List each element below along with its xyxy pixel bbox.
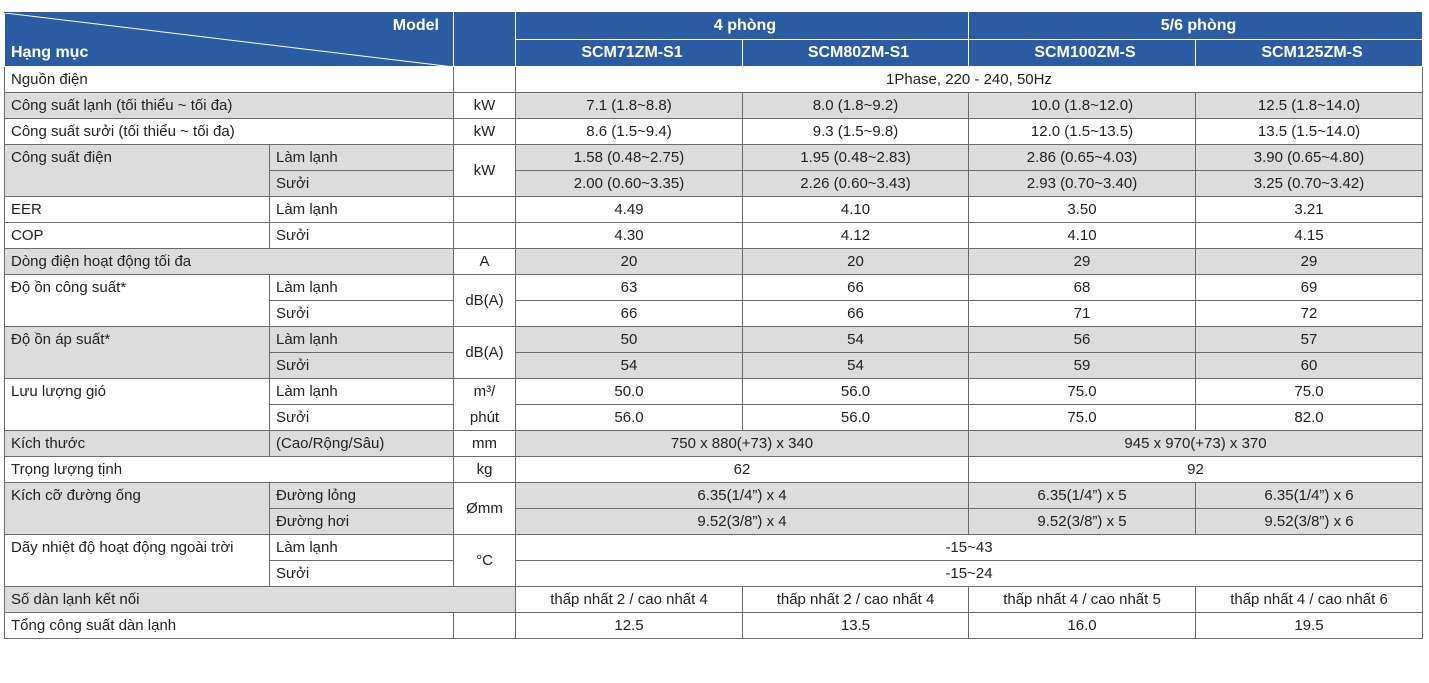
cell: thấp nhất 4 / cao nhất 5 [969,587,1196,613]
cell: 50 [516,327,743,353]
cell: 20 [516,249,743,275]
header-model-label: Model [392,17,439,34]
cell: 9.52(3/8”) x 5 [969,509,1196,535]
row-airflow-cooling [5,379,1423,405]
cell: 4.15 [1196,223,1423,249]
row-label: Công suất lạnh (tối thiểu ~ tối đa) [5,93,454,119]
cell: 1.95 (0.48~2.83) [743,145,969,171]
row-sub-label: Làm lạnh [270,275,454,301]
row-label: Độ ồn áp suất* [5,327,270,379]
row-unit: A [454,249,516,275]
cell: 9.52(3/8”) x 6 [1196,509,1423,535]
row-sub-label: Sưởi [270,561,454,587]
row-unit: kW [454,119,516,145]
row-cop [5,223,1423,249]
cell: 3.90 (0.65~4.80) [1196,145,1423,171]
row-label: Kích cỡ đường ống [5,483,270,535]
cell: 7.1 (1.8~8.8) [516,93,743,119]
cell: 3.50 [969,197,1196,223]
row-unit: dB(A) [454,275,516,327]
cell: 63 [516,275,743,301]
cell: 13.5 [743,613,969,639]
cell: 56.0 [516,405,743,431]
row-eer [5,197,1423,223]
header-model-2: SCM80ZM-S1 [743,40,969,67]
row-sub-label: Làm lạnh [270,535,454,561]
spec-table [4,12,1423,639]
header-category-label: Hạng mục [11,44,89,61]
cell: 4.49 [516,197,743,223]
row-sub-label: (Cao/Rộng/Sâu) [270,431,454,457]
cell: 4.10 [743,197,969,223]
cell: 82.0 [1196,405,1423,431]
row-unit: Ømm [454,483,516,535]
row-sub-label: Làm lạnh [270,379,454,405]
cell: 92 [969,457,1423,483]
row-dimensions [5,431,1423,457]
cell: thấp nhất 2 / cao nhất 4 [743,587,969,613]
cell: 12.0 (1.5~13.5) [969,119,1196,145]
row-sub-label: Đường hơi [270,509,454,535]
cell: 12.5 [516,613,743,639]
cell: 54 [743,327,969,353]
row-label: Dòng điện hoạt động tối đa [5,249,454,275]
row-label: Nguồn điện [5,67,454,93]
cell: 54 [743,353,969,379]
row-value: 1Phase, 220 - 240, 50Hz [516,67,1423,93]
cell: 29 [1196,249,1423,275]
cell: 75.0 [969,379,1196,405]
row-power-source [5,67,1423,93]
cell: 56.0 [743,379,969,405]
row-pipe-liquid [5,483,1423,509]
row-temp-range-cooling [5,535,1423,561]
cell: 57 [1196,327,1423,353]
cell: 1.58 (0.48~2.75) [516,145,743,171]
row-label: Công suất sưởi (tối thiểu ~ tối đa) [5,119,454,145]
row-unit: mm [454,431,516,457]
cell: 59 [969,353,1196,379]
cell: 4.12 [743,223,969,249]
cell: 66 [516,301,743,327]
cell: thấp nhất 2 / cao nhất 4 [516,587,743,613]
cell: 2.86 (0.65~4.03) [969,145,1196,171]
row-label: Số dàn lạnh kết nối [5,587,516,613]
header-model-1: SCM71ZM-S1 [516,40,743,67]
row-unit: kW [454,93,516,119]
row-label: Lưu lượng gió [5,379,270,431]
cell: 19.5 [1196,613,1423,639]
row-unit: m³/ [454,379,516,405]
cell: 20 [743,249,969,275]
row-total-capacity [5,613,1423,639]
row-label: Độ ồn công suất* [5,275,270,327]
row-label: COP [5,223,270,249]
row-unit: °C [454,535,516,587]
header-model-category-cell [5,13,454,67]
row-label: Tổng công suất dàn lạnh [5,613,454,639]
cell: 50.0 [516,379,743,405]
row-max-current [5,249,1423,275]
cell: 62 [516,457,969,483]
cell: 6.35(1/4”) x 6 [1196,483,1423,509]
cell: 54 [516,353,743,379]
row-power-input-cooling [5,145,1423,171]
row-sub-label: Làm lạnh [270,145,454,171]
cell: 75.0 [1196,379,1423,405]
cell: 69 [1196,275,1423,301]
row-label: Công suất điện [5,145,270,197]
row-sub-label: Sưởi [270,223,454,249]
row-sub-label: Sưởi [270,301,454,327]
row-label: EER [5,197,270,223]
cell: 72 [1196,301,1423,327]
row-cooling-capacity [5,93,1423,119]
cell: 8.0 (1.8~9.2) [743,93,969,119]
header-group-56-rooms: 5/6 phòng [969,13,1423,40]
cell: -15~24 [516,561,1423,587]
row-indoor-units [5,587,1423,613]
cell: 3.25 (0.70~3.42) [1196,171,1423,197]
cell: 60 [1196,353,1423,379]
row-sub-label: Sưởi [270,405,454,431]
cell: 2.00 (0.60~3.35) [516,171,743,197]
cell: 71 [969,301,1196,327]
row-unit: phút [454,405,516,431]
cell: 9.52(3/8”) x 4 [516,509,969,535]
row-sub-label: Sưởi [270,353,454,379]
header-model-4: SCM125ZM-S [1196,40,1423,67]
row-sub-label: Sưởi [270,171,454,197]
header-group-4-rooms: 4 phòng [516,13,969,40]
row-sound-pressure-cooling [5,327,1423,353]
cell: 4.10 [969,223,1196,249]
cell: 6.35(1/4”) x 4 [516,483,969,509]
cell: 4.30 [516,223,743,249]
cell: 750 x 880(+73) x 340 [516,431,969,457]
row-sub-label: Làm lạnh [270,327,454,353]
row-unit: kW [454,145,516,197]
cell: 10.0 (1.8~12.0) [969,93,1196,119]
row-sub-label: Làm lạnh [270,197,454,223]
header-unit-cell [454,13,516,67]
cell: 56.0 [743,405,969,431]
cell: 3.21 [1196,197,1423,223]
cell: 16.0 [969,613,1196,639]
cell: 13.5 (1.5~14.0) [1196,119,1423,145]
row-sub-label: Đường lỏng [270,483,454,509]
row-label: Dãy nhiệt độ hoạt động ngoài trời [5,535,270,587]
row-unit: kg [454,457,516,483]
cell: -15~43 [516,535,1423,561]
cell: 29 [969,249,1196,275]
cell: thấp nhất 4 / cao nhất 6 [1196,587,1423,613]
cell: 9.3 (1.5~9.8) [743,119,969,145]
cell: 945 x 970(+73) x 370 [969,431,1423,457]
cell: 2.93 (0.70~3.40) [969,171,1196,197]
cell: 6.35(1/4”) x 5 [969,483,1196,509]
row-unit: dB(A) [454,327,516,379]
cell: 8.6 (1.5~9.4) [516,119,743,145]
cell: 56 [969,327,1196,353]
header-model-3: SCM100ZM-S [969,40,1196,67]
row-label: Kích thước [5,431,270,457]
row-heating-capacity [5,119,1423,145]
cell: 66 [743,301,969,327]
row-sound-power-cooling [5,275,1423,301]
row-weight [5,457,1423,483]
cell: 75.0 [969,405,1196,431]
row-label: Trọng lượng tịnh [5,457,454,483]
cell: 68 [969,275,1196,301]
cell: 66 [743,275,969,301]
cell: 12.5 (1.8~14.0) [1196,93,1423,119]
cell: 2.26 (0.60~3.43) [743,171,969,197]
